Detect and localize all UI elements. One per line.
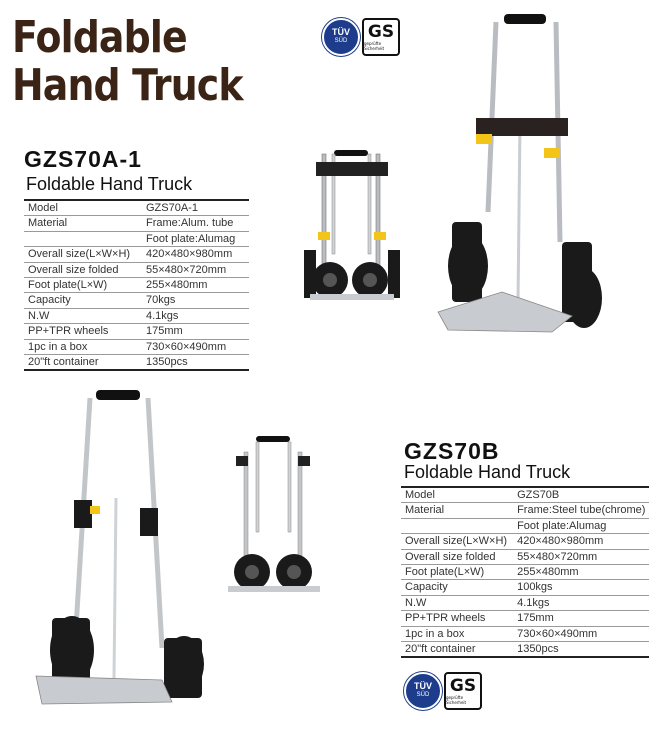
spec-label: Overall size folded [24,262,140,277]
spec-value: 100kgs [511,580,649,595]
spec-row [24,293,249,308]
spec-row [24,231,249,246]
product-b-unfolded-image [32,388,212,708]
spec-label: N.W [24,308,140,323]
spec-row [24,262,249,277]
product-a-folded-image [296,146,406,308]
spec-label: 1pc in a box [401,626,511,641]
product-a-spec-table [24,199,249,371]
spec-row [401,580,649,595]
spec-row [24,355,249,371]
product-b-model-title: GZS70B [404,438,500,464]
spec-value: 255×480mm [140,278,249,293]
spec-value: 420×480×980mm [511,534,649,549]
spec-label [401,518,511,533]
certification-logos-bottom [404,672,482,710]
spec-row [24,247,249,262]
headline-line-1: Foldable [12,12,187,63]
spec-value: 4.1kgs [140,308,249,323]
spec-value: GZS70B [511,487,649,503]
spec-row [24,339,249,354]
spec-value: Foot plate:Alumag [511,518,649,533]
spec-row [401,565,649,580]
product-b-folded-image [222,432,328,594]
spec-label: 1pc in a box [24,339,140,354]
spec-label: PP+TPR wheels [401,611,511,626]
tuv-logo: TÜV SÜD [404,672,442,710]
spec-value: 175mm [511,611,649,626]
spec-value: GZS70A-1 [140,200,249,216]
gs-logo: GS geprüfte Sicherheit [444,672,482,710]
certification-logos-top [322,18,400,56]
spec-row [24,278,249,293]
spec-row [401,611,649,626]
spec-label: Overall size folded [401,549,511,564]
spec-value: 70kgs [140,293,249,308]
spec-label: Material [24,216,140,231]
spec-row [401,534,649,549]
spec-value: 55×480×720mm [511,549,649,564]
gs-logo: GS geprüfte Sicherheit [362,18,400,56]
product-a-subtitle: Foldable Hand Truck [26,174,193,194]
spec-value: Foot plate:Alumag [140,231,249,246]
page-headline [12,14,243,110]
spec-row [24,324,249,339]
spec-row [401,626,649,641]
spec-label: 20"ft container [401,642,511,658]
tuv-logo: TÜV SÜD [322,18,360,56]
headline-line-2: Hand Truck [12,60,243,111]
product-b-spec-table [401,486,649,658]
spec-label: Model [401,487,511,503]
spec-label: Overall size(L×W×H) [24,247,140,262]
spec-label: Capacity [24,293,140,308]
spec-value: 730×60×490mm [140,339,249,354]
spec-row [401,595,649,610]
spec-row [24,216,249,231]
spec-label: Capacity [401,580,511,595]
spec-value: 175mm [140,324,249,339]
spec-row [24,200,249,216]
spec-label: PP+TPR wheels [24,324,140,339]
spec-value: 420×480×980mm [140,247,249,262]
product-a-model-title: GZS70A-1 [24,146,142,172]
product-a-unfolded-image [432,12,602,332]
spec-value: 55×480×720mm [140,262,249,277]
spec-value: Frame:Alum. tube [140,216,249,231]
spec-label: Overall size(L×W×H) [401,534,511,549]
spec-label [24,231,140,246]
spec-value: 1350pcs [140,355,249,371]
spec-row [401,518,649,533]
spec-value: 730×60×490mm [511,626,649,641]
spec-value: Frame:Steel tube(chrome) [511,503,649,518]
spec-value: 1350pcs [511,642,649,658]
spec-row [401,642,649,658]
spec-label: N.W [401,595,511,610]
spec-label: Foot plate(L×W) [401,565,511,580]
spec-value: 255×480mm [511,565,649,580]
spec-row [401,487,649,503]
spec-value: 4.1kgs [511,595,649,610]
spec-label: Model [24,200,140,216]
spec-label: Foot plate(L×W) [24,278,140,293]
spec-row [24,308,249,323]
spec-row [401,503,649,518]
spec-label: 20"ft container [24,355,140,371]
product-b-subtitle: Foldable Hand Truck [404,462,571,482]
spec-label: Material [401,503,511,518]
spec-row [401,549,649,564]
